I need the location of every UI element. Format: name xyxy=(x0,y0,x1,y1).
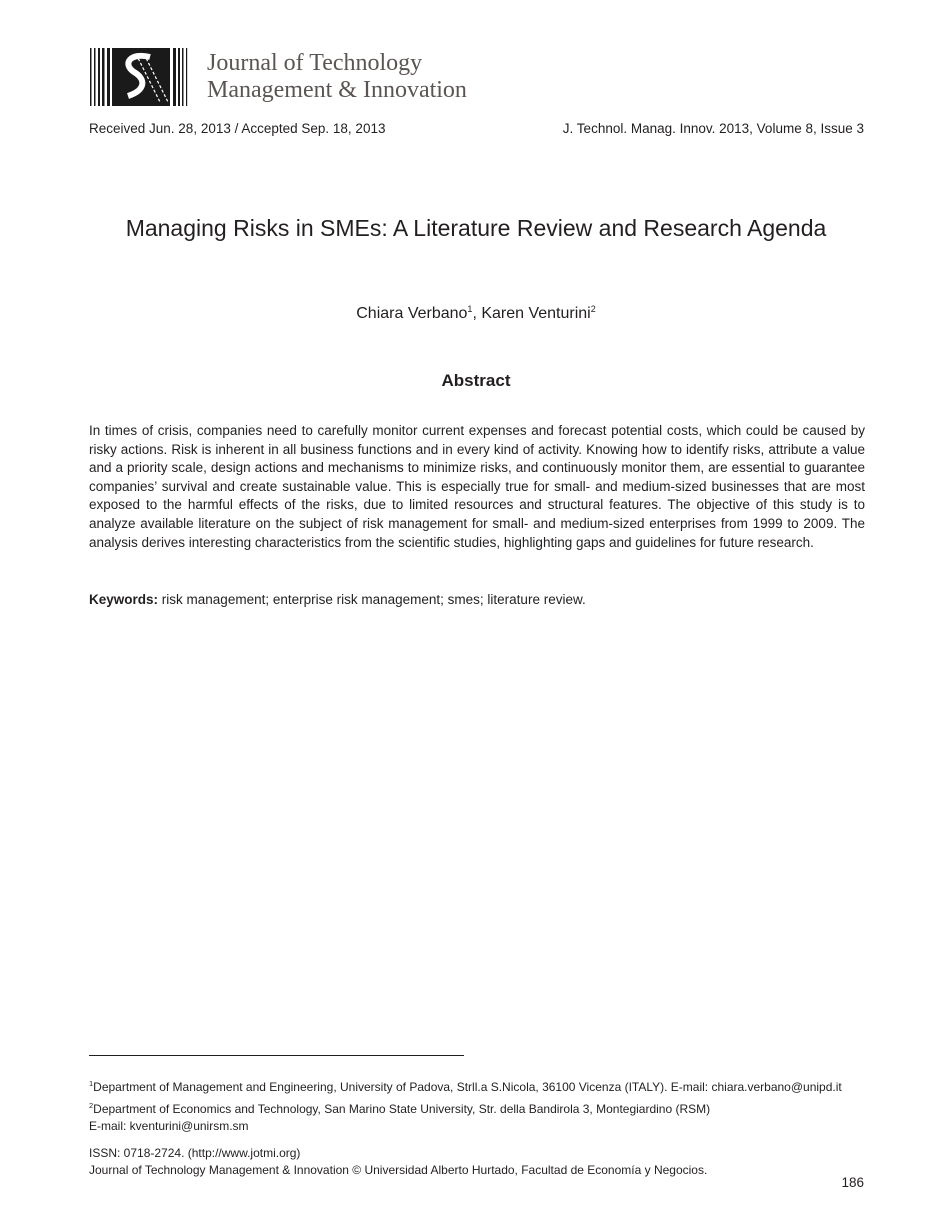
footnote-mark: 1 xyxy=(89,1079,94,1088)
author-affiliation-mark: 1 xyxy=(467,304,473,314)
journal-name xyxy=(207,50,527,104)
author-list xyxy=(0,304,952,323)
author-separator: , xyxy=(472,305,482,322)
footnote xyxy=(89,1075,879,1097)
author-name: Karen Venturini xyxy=(481,305,591,322)
footnote-text: E-mail: kventurini@unirsm.sm xyxy=(89,1119,249,1133)
keywords-label: Keywords: xyxy=(89,592,159,607)
journal-name-line1: Journal of Technology xyxy=(207,50,423,76)
footnotes xyxy=(89,1075,879,1136)
footnote xyxy=(89,1118,879,1136)
keywords-list: risk management; enterprise risk management; smes; literature review. xyxy=(161,592,586,607)
footnote xyxy=(89,1097,879,1119)
keywords xyxy=(89,591,865,609)
abstract-text: In times of crisis, companies need to carefully monitor current expenses and forecast potential costs, which could be caused by risky actions. Risk is inherent in all business functions and in every kind of activity. Knowing how to identify risks, attribute a value and a priority scale, design actions and mechanisms to minimize risks, and continuously monitor them, are essential to guarantee companies’ survival and create sustainable value. This is especially true for small- and medium-sized businesses that are most exposed to the harmful effects of the risks, due to limited resources and structural features. The objective of this study is to analyze available literature on the subject of risk management for small- and medium-sized enterprises from 1999 to 2009. The analysis derives interesting characteristics from the scientific studies, highlighting gaps and guidelines for future research. xyxy=(89,423,865,550)
journal-logo-icon xyxy=(90,48,190,106)
footnote-text: Department of Management and Engineering, University of Padova, Strll.a S.Nicola, 36100 Vicenza (ITALY). E-mail: chiara.verbano@unipd.it xyxy=(93,1080,842,1094)
author-affiliation-mark: 2 xyxy=(590,304,596,314)
footnote-mark: 2 xyxy=(89,1100,94,1110)
issn-line: ISSN: 0718-2724. (http://www.jotmi.org) xyxy=(89,1146,301,1160)
page-number: 186 xyxy=(841,1175,864,1190)
abstract-heading: Abstract xyxy=(441,371,511,390)
footnote-divider xyxy=(89,1055,464,1056)
journal-citation: J. Technol. Manag. Innov. 2013, Volume 8, Issue 3 xyxy=(562,121,864,136)
journal-name-line2: Management & Innovation xyxy=(207,77,467,103)
publication-info xyxy=(89,1145,879,1179)
publisher-line: Journal of Technology Management & Innovation © Universidad Alberto Hurtado, Facultad de Economía y Negocios. xyxy=(89,1163,708,1177)
author-name: Chiara Verbano xyxy=(356,305,468,322)
footnote-text: Department of Economics and Technology, San Marino State University, Str. della Bandirola 3, Montegiardino (RSM) xyxy=(93,1101,711,1116)
paper-title: Managing Risks in SMEs: A Literature Review and Research Agenda xyxy=(125,215,827,241)
received-accepted-dates: Received Jun. 28, 2013 / Accepted Sep. 18, 2013 xyxy=(89,121,386,136)
